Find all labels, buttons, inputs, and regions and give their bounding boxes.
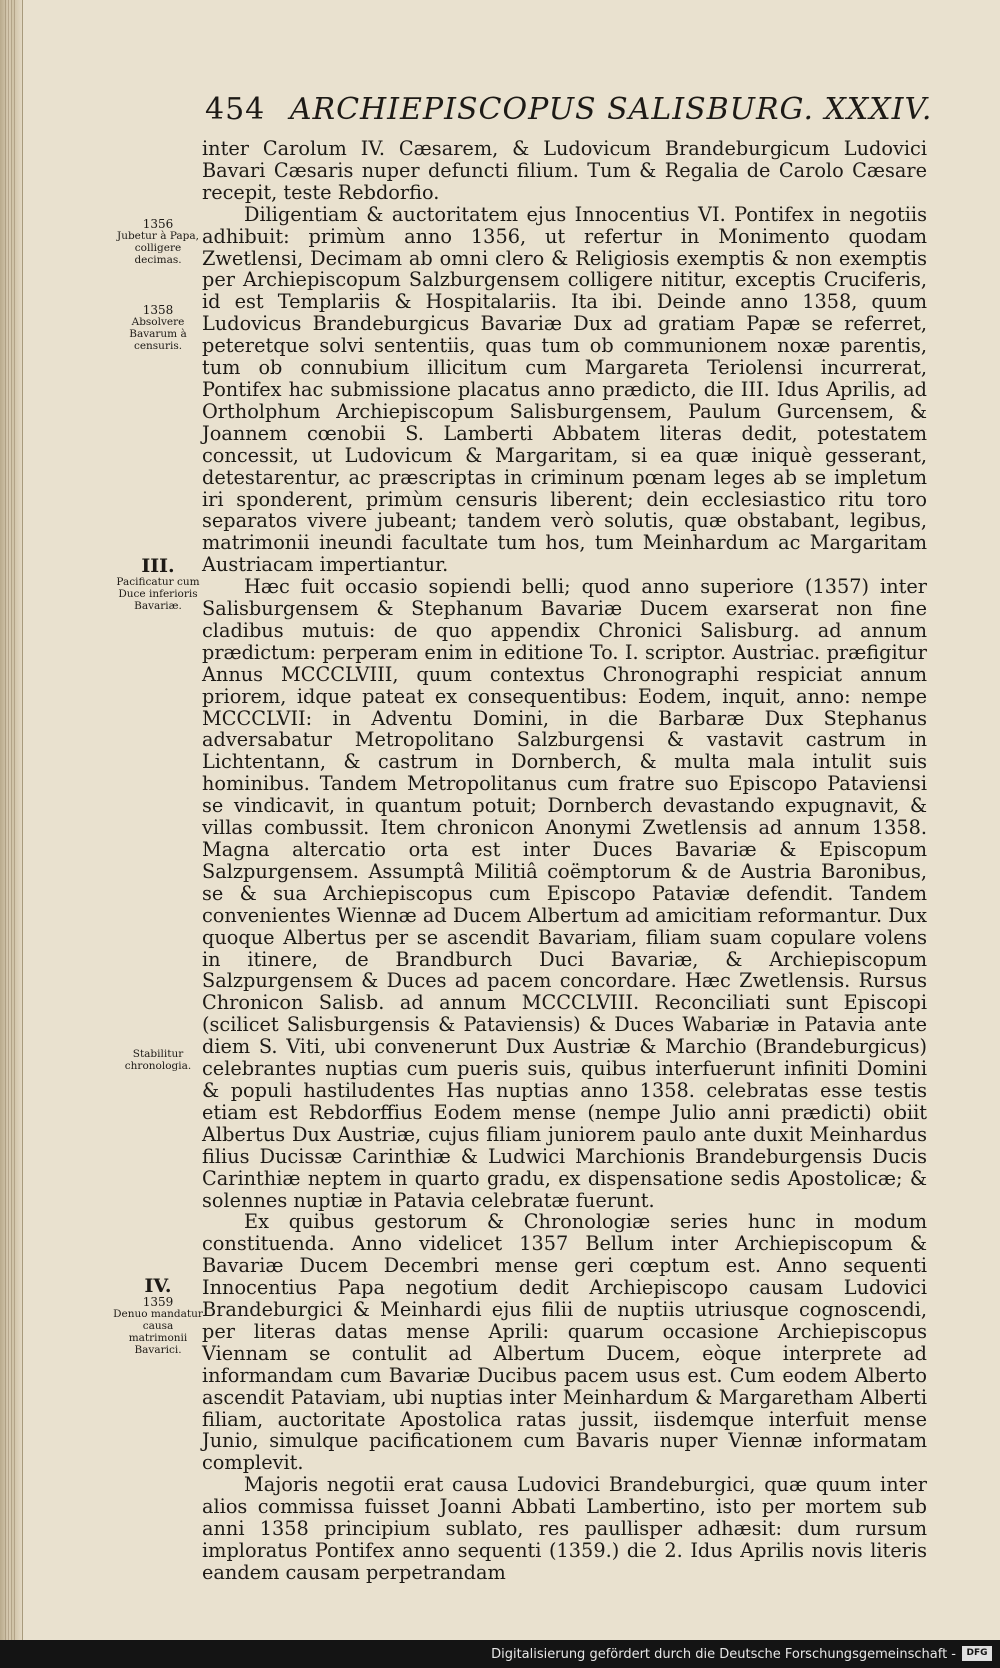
paragraph: Majoris negotii erat causa Ludovici Brandeburgici, quæ quum inter alios commissa fuisset Joanni Abbati Lambertino, isto per mortem sub anni 1358 principium sublato, res paullisper adhæsit: dum rursum imploratus Pontifex anno sequenti (1359.) die 2. Idus Aprilis novis literis eandem causam perpetrandam bbox=[202, 1473, 927, 1584]
funding-credit: Digitalisierung gefördert durch die Deutsche Forschungsgemeinschaft - bbox=[491, 1647, 956, 1662]
margin-note-iv bbox=[112, 1276, 204, 1356]
book-page-edges bbox=[0, 0, 23, 1640]
margin-section-number: III. bbox=[141, 555, 175, 577]
paragraph: Diligentiam & auctoritatem ejus Innocentius VI. Pontifex in negotiis adhibuit: primùm anno 1356, ut refertur in Monimento quodam Zwetlensi, Decimam ab omni clero & Religiosis exemptis & non exemptis per Archiepiscopum Salzburgensem colligere nititur, exceptis Cruciferis, id est Templariis & Hospitalariis. Ita ibi. Deinde anno 1358, quum Ludovicus Brandeburgicus Bavariæ Dux ad gratiam Papæ se referret, peteretque solvi sententiis, quas tum ob communionem noxæ parentis, tum ob connubium illicitum cum Margareta Teriolensi incurrerat, Pontifex hac submissione placatus anno prædicto, die III. Idus Aprilis, ad Ortholphum Archiepiscopum Salisburgensem, Paulum Gurcensem, & Joannem cœnobii S. Lamberti Abbatem literas dedit, potestatem concessit, ut Ludovicum & Margaritam, si ea quæ iniquè gesserant, detestarentur, ac præscriptas in criminum pœnam leges ab se impletum iri sponderent, primùm censuris liberent; dein ecclesiastico ritu toro separatos vivere jubeant; tandem verò solutis, quæ obstabant, legibus, matrimonii ineundi facultate tum hos, tum Meinhardum ac Margaritam Austriacam impertiantur. bbox=[202, 202, 927, 577]
margin-text: Pacificatur cum Duce inferioris Bavariæ. bbox=[116, 576, 200, 612]
margin-year: 1358 bbox=[142, 303, 174, 317]
margin-note-iii bbox=[112, 556, 204, 612]
dfg-logo: DFG bbox=[962, 1646, 992, 1661]
margin-text: Denuo mandatur causa matrimonii Bavarici. bbox=[113, 1308, 203, 1356]
margin-year: 1356 bbox=[142, 217, 174, 231]
paragraph: inter Carolum IV. Cæsarem, & Ludovicum Brandeburgicum Ludovici Bavari Cæsaris nuper defuncti filium. Tum & Regalia de Carolo Cæsare recepit, teste Rebdorfio. bbox=[202, 137, 927, 204]
margin-text: Absolvere Bavarum à censuris. bbox=[129, 316, 187, 352]
margin-year: 1359 bbox=[142, 1295, 174, 1309]
running-header bbox=[205, 92, 933, 127]
body-text bbox=[202, 138, 927, 1584]
digitization-footer bbox=[0, 1640, 1000, 1668]
page-number: 454 bbox=[205, 92, 266, 127]
margin-note-1356 bbox=[112, 218, 204, 266]
margin-text: Stabilitur chronologia. bbox=[124, 1048, 192, 1072]
margin-text: Jubetur à Papa, colligere decimas. bbox=[116, 230, 200, 266]
margin-note-1358 bbox=[112, 304, 204, 352]
running-title: ARCHIEPISCOPUS SALISBURG. XXXIV. bbox=[289, 92, 933, 127]
margin-section-number: IV. bbox=[144, 1275, 172, 1297]
paragraph: Ex quibus gestorum & Chronologiæ series hunc in modum constituenda. Anno videlicet 1357 Bellum inter Archiepiscopum & Bavariæ Ducem Decembri mense geri cœptum est. Anno sequenti Innocentius Papa negotium dedit Archiepiscopo causam Ludovici Brandeburgici & Meinhardi ejus filii de nuptiis utriusque cognoscendi, per literas datas mense Aprili: quarum occasione Archiepiscopus Viennam se contulit ad Albertum Ducem, eòque interprete ad informandam cum Bavariæ Ducibus pacem usus est. Cum eodem Alberto ascendit Pataviam, ubi nuptias inter Meinhardum & Margaretham Alberti filiam, auctoritate Apostolica ratas jussit, iisdemque interfuit mense Junio, simulque pacificationem cum Bavaris nuper Viennæ informatam complevit. bbox=[202, 1210, 927, 1475]
paragraph: Hæc fuit occasio sopiendi belli; quod anno superiore (1357) inter Salisburgensem & Stephanum Bavariæ Ducem exarserat non fine cladibus mutuis: de quo appendix Chronici Salisburg. ad annum prædictum: perperam enim in editione To. I. scriptor. Austriac. præfigitur Annus MCCCLVIII, quum contextus Chronographi respiciat annum priorem, idque pateat ex consequentibus: Eodem, inquit, anno: nempe MCCCLVII: in Adventu Domini, in die Barbaræ Dux Stephanus adversabatur Metropolitano Salzburgensi & vastavit castrum in Lichtentann, & castrum in Dornberch, & multa mala intulit suis hominibus. Tandem Metropolitanus cum fratre suo Episcopo Pataviensi se vindicavit, in quantum potuit; Dornberch devastando expugnavit, & villas combussit. Item chronicon Anonymi Zwetlensis ad annum 1358. Magna altercatio orta est inter Duces Bavariæ & Episcopum Salzpurgensem. Assumptâ Militiâ coëmptorum & de Austria Baronibus, se & sua Archiepiscopus cum Episcopo Pataviæ defendit. Tandem convenientes Wiennæ ad Ducem Albertum ad amicitiam reformantur. Dux quoque Albertus per se ascendit Bavariam, filiam suam copulare volens in itinere, de Brandburch Duci Bavariæ, & Archiepiscopum Salzpurgensem & Duces ad pacem concordare. Hæc Zwetlensis. Rursus Chronicon Salisb. ad annum MCCCLVIII. Reconciliati sunt Episcopi (scilicet Salisburgensis & Pataviensis) & Duces Wabariæ in Patavia ante diem S. Viti, ubi convenerunt Dux Austriæ & Marchio (Brandeburgicus) celebrantes nuptias cum pueris suis, quibus interfuerunt infiniti Domini & populi hastiludentes Has nuptias anno 1358. celebratas esse testis etiam est Rebdorffius Eodem mense (nempe Julio anni prædicti) obiit Albertus Dux Austriæ, cujus filiam juniorem paulo ante duxit Meinhardus filius Ducissæ Carinthiæ & Ludwici Marchionis Brandeburgensis Ducis Carinthiæ neptem in quarto gradu, ex dispensatione sedis Apostolicæ; & solennes nuptiæ in Patavia celebratæ fuerunt. bbox=[202, 575, 927, 1212]
margin-note-chronologia bbox=[112, 1048, 204, 1072]
